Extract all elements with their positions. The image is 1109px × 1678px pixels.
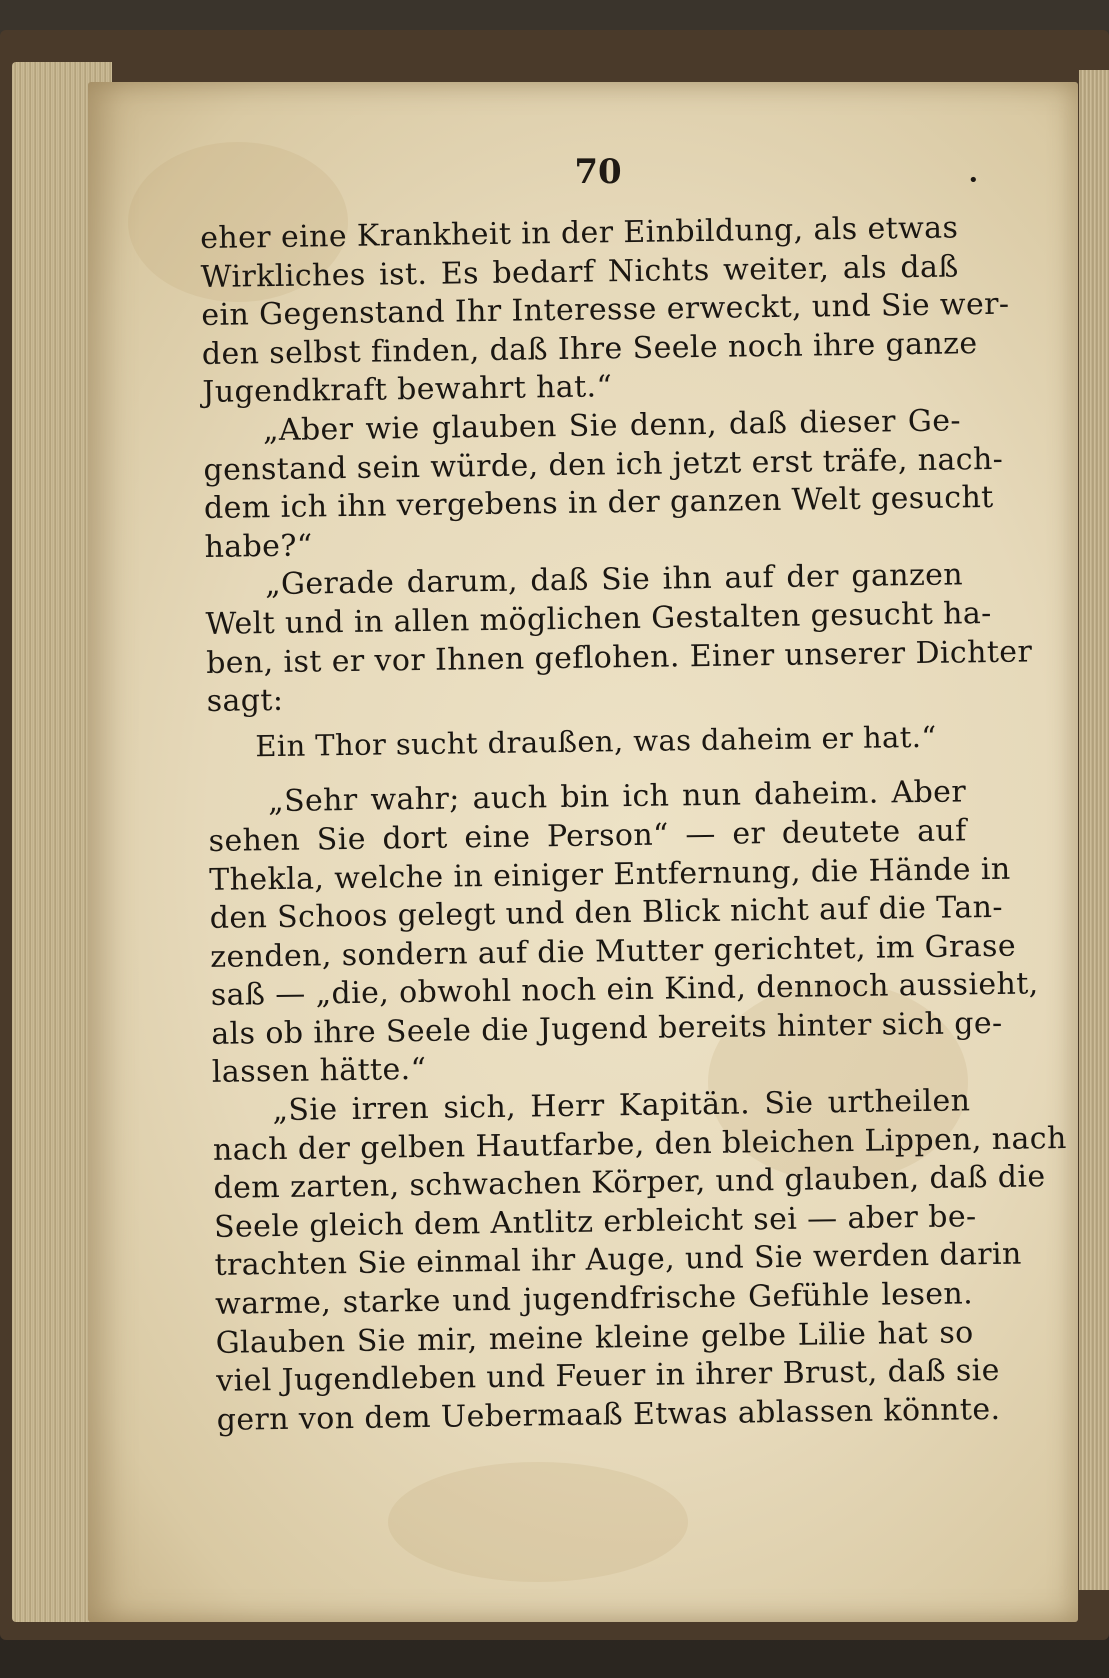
text-line: Jugendkraft bewahrt hat.“ [202,369,613,411]
text-line: eher eine Krankheit in der Einbildung, als etwas [200,210,959,256]
text-line: saß — „die, obwohl noch ein Kind, dennoch aussieht, [210,966,1039,1014]
text-line: den selbst finden, daß Ihre Seele noch ihre ganze [201,325,978,372]
text-line: „Sehr wahr; auch bin ich nun daheim. Aber [267,774,967,820]
page-edges-right [1079,70,1109,1590]
text-line: lassen hätte.“ [211,1052,427,1091]
text-line: genstand sein würde, den ich jetzt erst träfe, nach- [203,441,1004,488]
text-line: gern von dem Uebermaaß Etwas ablassen könnte. [216,1391,1001,1438]
page-number: 70 [574,152,622,192]
text-line: dem ich ihn vergebens in der ganzen Welt gesucht [203,480,994,527]
book-page [88,82,1078,1622]
text-line: viel Jugendleben und Feuer in ihrer Brust, daß sie [215,1353,1001,1400]
text-line: habe?“ [204,528,313,565]
text-line: ben, ist er vor Ihnen geflohen. Einer unserer Dichter [205,633,1033,681]
dot-mark: • [968,170,979,191]
text-line: sagt: [206,683,284,720]
text-line: sehen Sie dort eine Person“ — er deutete auf [208,813,967,859]
text-line: dem zarten, schwachen Körper, und glauben, daß die [213,1159,1046,1207]
text-line: „Sie irren sich, Herr Kapitän. Sie urtheilen [272,1083,971,1129]
text-line: den Schoos gelegt und den Blick nicht auf die Tan- [209,889,1004,937]
text-line: warme, starke und jugendfrische Gefühle lesen. [214,1276,974,1322]
text-line: als ob ihre Seele die Jugend bereits hinter sich ge- [211,1005,1003,1052]
text-line: trachten Sie einmal ihr Auge, und Sie werden darin [214,1237,1022,1284]
text-line: Welt und in allen möglichen Gestalten gesucht ha- [205,595,992,642]
text-line: ein Gegenstand Ihr Interesse erweckt, und Sie wer- [201,286,1010,334]
paper-stain [388,1462,688,1582]
text-line: Thekla, welche in einiger Entfernung, die Hände in [208,851,1011,898]
text-line: Glauben Sie mir, meine kleine gelbe Lilie hat so [215,1314,974,1361]
body-text [200,209,1067,1440]
text-line: „Gerade darum, daß Sie ihn auf der ganzen [264,557,964,603]
text-line: Seele gleich dem Antlitz erbleicht sei — aber be- [213,1199,977,1245]
text-line: nach der gelben Hautfarbe, den bleichen Lippen, nach [212,1120,1067,1168]
quoted-verse-line: Ein Thor sucht draußen, was daheim er hat.“ [255,719,937,763]
text-line: Wirkliches ist. Es bedarf Nichts weiter, als daß [200,249,959,295]
text-line: „Aber wie glauben Sie denn, daß dieser Ge- [262,403,962,449]
text-line: zenden, sondern auf die Mutter gerichtet, im Grase [210,928,1017,975]
